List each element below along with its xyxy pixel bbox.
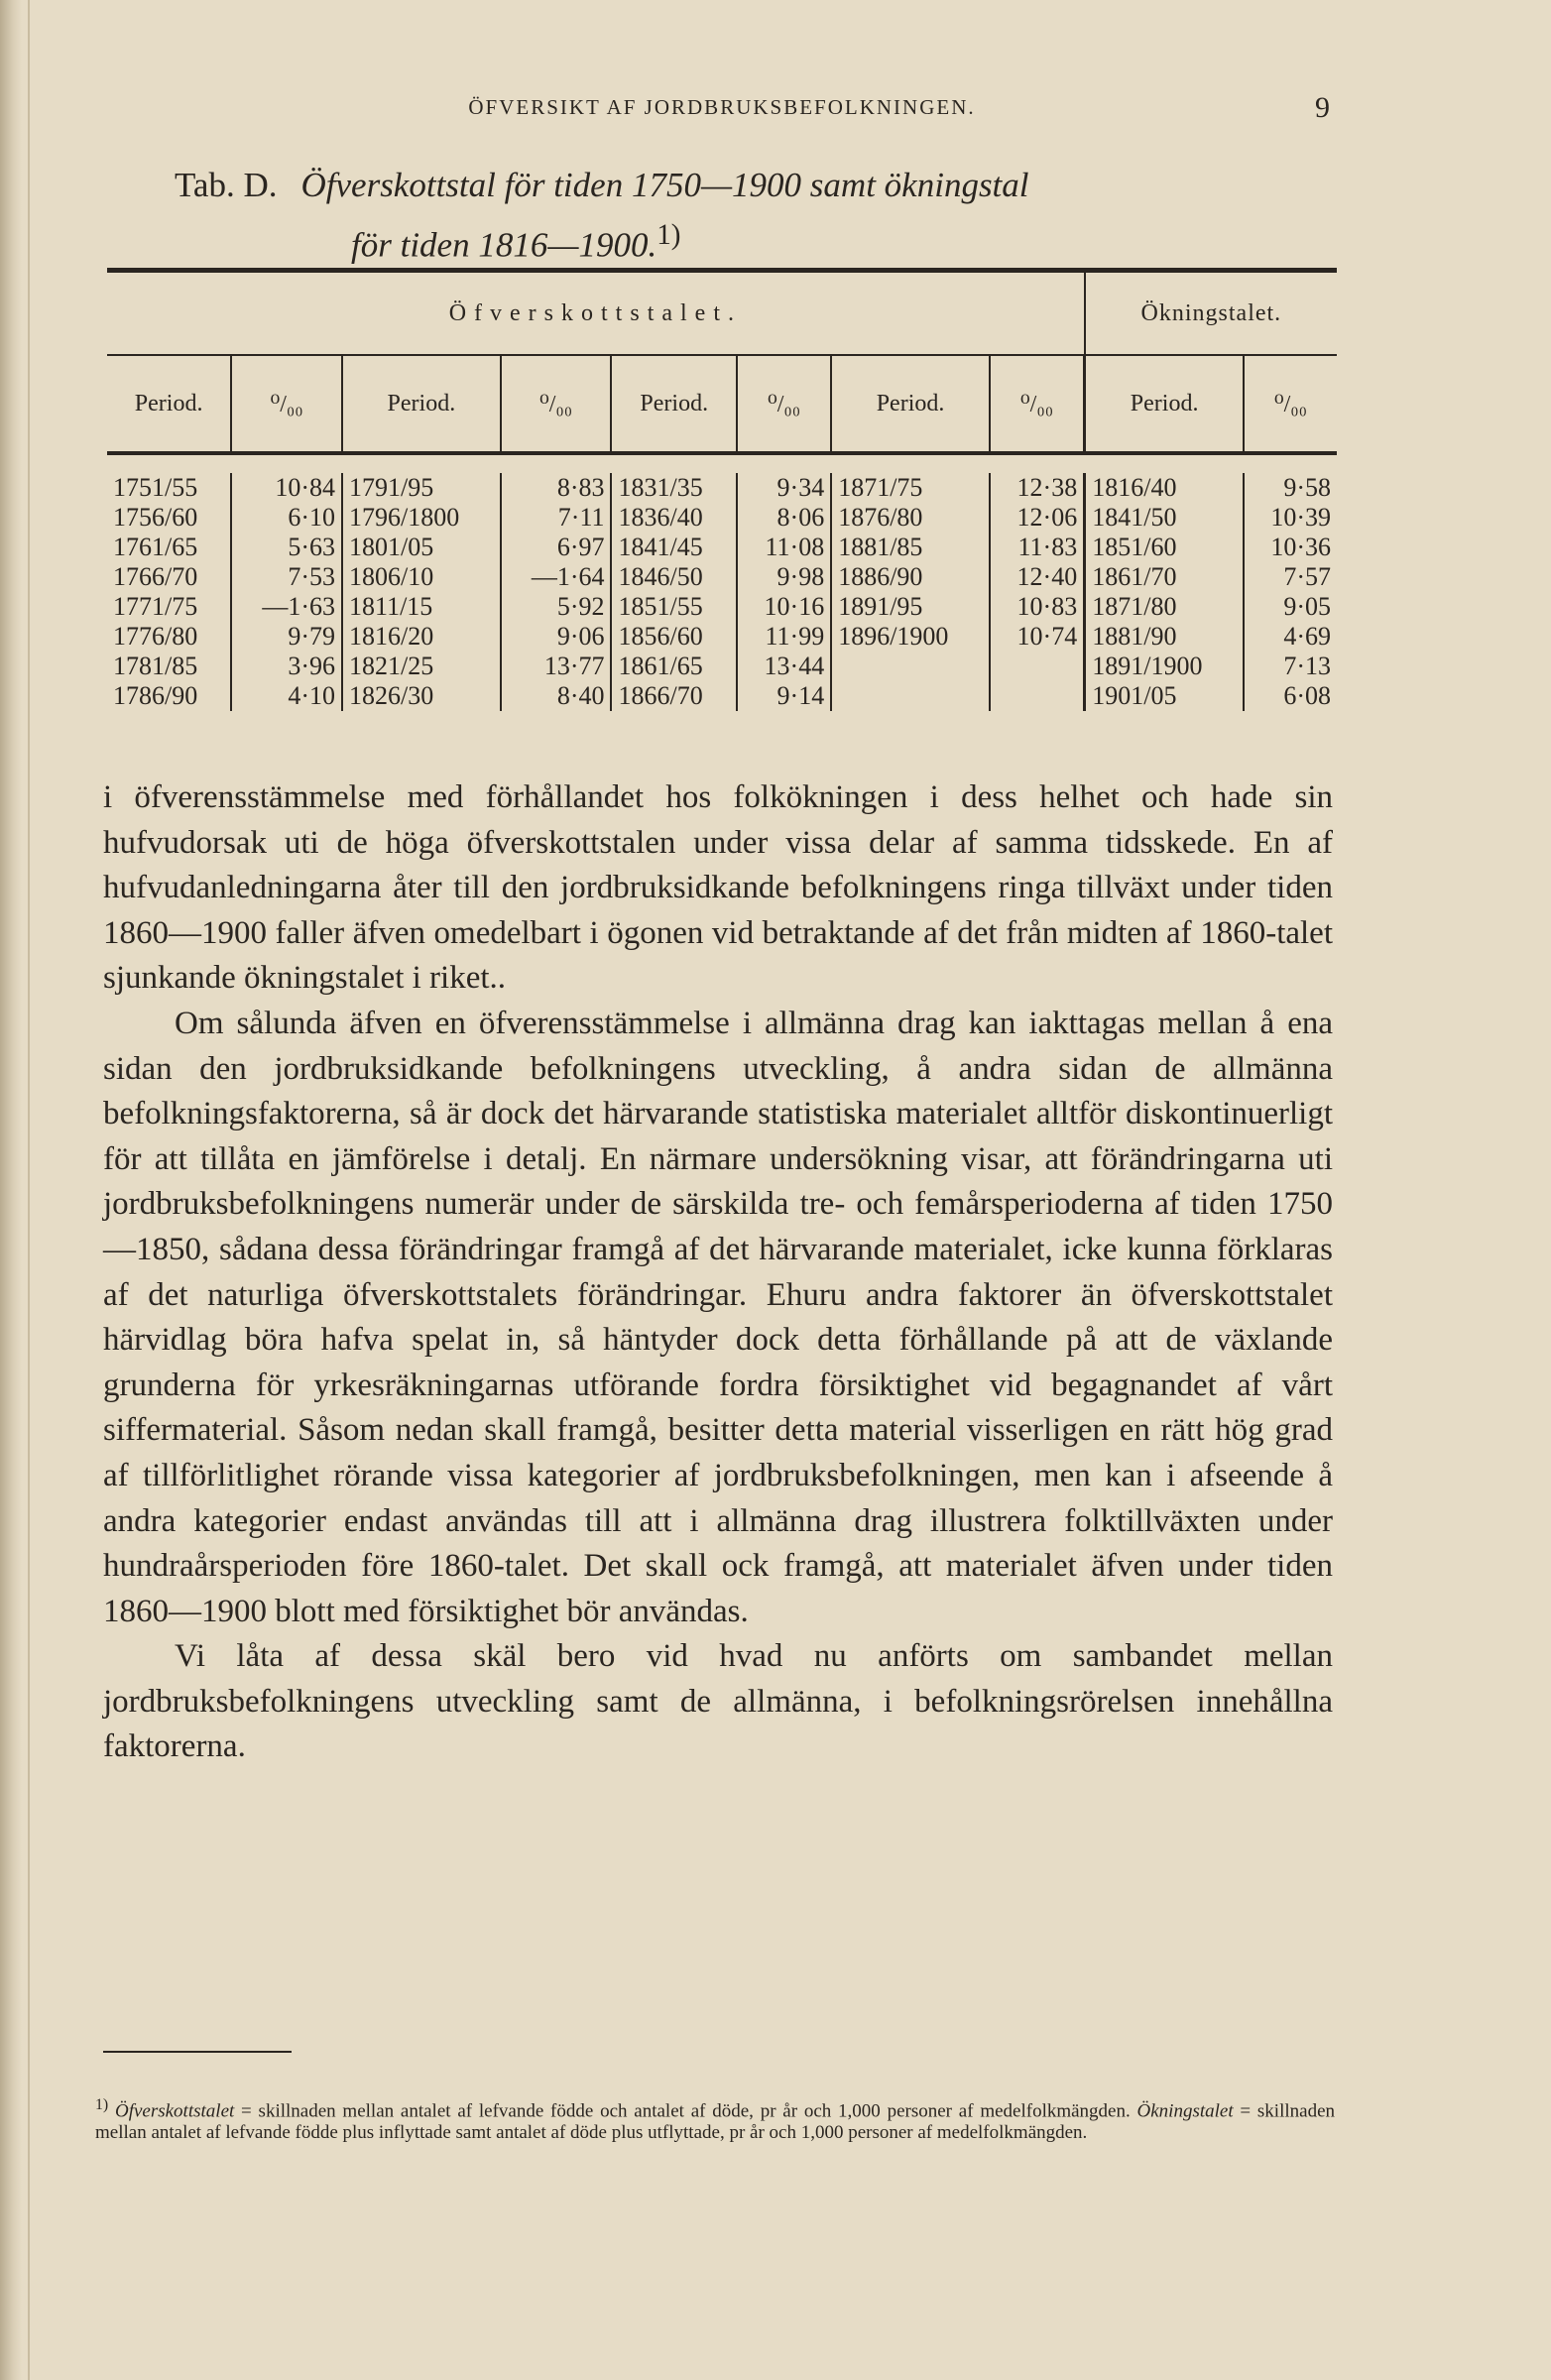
cell-period: 1901/05 <box>1085 681 1244 711</box>
cell-value: 10·84 <box>231 473 342 503</box>
cell-value: 13·77 <box>501 652 612 681</box>
cell-value: 10·16 <box>737 592 831 622</box>
cell-value: 7·57 <box>1244 562 1337 592</box>
cell-period: 1856/60 <box>611 622 737 652</box>
cell-value: 6·97 <box>501 533 612 562</box>
cell-period: 1871/75 <box>831 473 990 503</box>
cell-value: 11·83 <box>990 533 1085 562</box>
cell-period: 1786/90 <box>113 681 198 710</box>
col-header-permille: ⁰/₀₀ <box>501 355 612 453</box>
footnote-mark: 1) <box>95 2096 109 2113</box>
table-row <box>107 562 1337 592</box>
footnote-term-2: Ökningstalet <box>1136 2100 1234 2122</box>
cell-period: 1861/70 <box>1085 562 1244 592</box>
cell-period: 1751/55 <box>113 473 198 502</box>
data-table <box>107 268 1337 711</box>
cell-value: —1·63 <box>231 592 342 622</box>
cell-period: 1851/60 <box>1085 533 1244 562</box>
cell-period: 1841/45 <box>611 533 737 562</box>
cell-period: 1791/95 <box>342 473 501 503</box>
cell-value: 5·92 <box>501 592 612 622</box>
footnote-rule <box>103 2051 292 2053</box>
cell-period: 1771/75 <box>113 592 198 621</box>
cell-period: 1866/70 <box>611 681 737 711</box>
table-row <box>107 473 1337 503</box>
table-row <box>107 681 1337 711</box>
cell-value: 8·83 <box>501 473 612 503</box>
cell-period: 1896/1900 <box>831 622 990 652</box>
caption-line-1 <box>175 161 1335 210</box>
cell-value: 11·99 <box>737 622 831 652</box>
cell-period: 1836/40 <box>611 503 737 533</box>
cell-value: —1·64 <box>501 562 612 592</box>
col-header-period: Period. <box>107 355 231 453</box>
cell-period: 1841/50 <box>1085 503 1244 533</box>
table-row <box>107 592 1337 622</box>
table-row <box>107 533 1337 562</box>
cell-period: 1826/30 <box>342 681 501 711</box>
page-edge-line <box>28 0 30 2380</box>
cell-period: 1881/90 <box>1085 622 1244 652</box>
cell-value: 3·96 <box>231 652 342 681</box>
table-row <box>107 503 1337 533</box>
cell-value: 6·10 <box>231 503 342 533</box>
cell-value: 4·69 <box>1244 622 1337 652</box>
cell-value: 7·13 <box>1244 652 1337 681</box>
cell-value: 10·36 <box>1244 533 1337 562</box>
cell-value: 13·44 <box>737 652 831 681</box>
table-body <box>107 453 1337 711</box>
caption-line-2 <box>175 210 1335 271</box>
page-edge <box>0 0 22 2380</box>
cell-period: 1831/35 <box>611 473 737 503</box>
cell-value: 9·98 <box>737 562 831 592</box>
cell-value: 8·06 <box>737 503 831 533</box>
cell-value <box>990 652 1085 681</box>
cell-period: 1891/1900 <box>1085 652 1244 681</box>
table-spacer <box>107 453 1337 473</box>
cell-value: 7·53 <box>231 562 342 592</box>
cell-period: 1776/80 <box>113 622 198 651</box>
cell-period: 1876/80 <box>831 503 990 533</box>
body-text <box>103 775 1333 1770</box>
cell-value: 10·74 <box>990 622 1085 652</box>
page-number: 9 <box>1315 91 1330 124</box>
cell-value: 10·83 <box>990 592 1085 622</box>
cell-period: 1851/55 <box>611 592 737 622</box>
footnote <box>95 2094 1335 2144</box>
cell-period: 1796/1800 <box>342 503 501 533</box>
caption-text-2: för tiden 1816—1900. <box>351 225 657 265</box>
cell-period: 1886/90 <box>831 562 990 592</box>
cell-period: 1811/15 <box>342 592 501 622</box>
cell-value: 9·05 <box>1244 592 1337 622</box>
caption-text-1: Öfverskottstal för tiden 1750—1900 samt ökningstal <box>300 166 1029 204</box>
cell-period: 1871/80 <box>1085 592 1244 622</box>
cell-period: 1806/10 <box>342 562 501 592</box>
col-header-permille: ⁰/₀₀ <box>990 355 1085 453</box>
cell-period <box>831 652 990 681</box>
caption-footnote-mark: 1) <box>656 219 681 251</box>
table-caption <box>175 161 1335 271</box>
cell-value: 6·08 <box>1244 681 1337 711</box>
cell-value: 7·11 <box>501 503 612 533</box>
cell-value <box>990 681 1085 711</box>
cell-value: 9·34 <box>737 473 831 503</box>
cell-period: 1821/25 <box>342 652 501 681</box>
group-header-excess: Öfverskottstalet. <box>107 271 1085 356</box>
table-row <box>107 622 1337 652</box>
col-header-period: Period. <box>1085 355 1244 453</box>
cell-value: 4·10 <box>231 681 342 711</box>
table-group-header <box>107 271 1337 356</box>
cell-value: 9·79 <box>231 622 342 652</box>
cell-value: 9·58 <box>1244 473 1337 503</box>
cell-period: 1846/50 <box>611 562 737 592</box>
footnote-def-2: = skillnaden mellan antalet af lefvande födde plus inflyttade samt antalet af döde plus utflyttade, pr år och 1,000 personer af medelfolkmängden. <box>95 2100 1336 2144</box>
cell-period: 1816/20 <box>342 622 501 652</box>
paragraph-3: Vi låta af dessa skäl bero vid hvad nu anförts om sambandet mellan jordbruksbefolkningens utveckling samt de allmänna, i befolkningsrörelsen innehållna faktorerna. <box>103 1638 1333 1765</box>
group-header-growth: Ökningstalet. <box>1085 271 1337 356</box>
paragraph-2: Om sålunda äfven en öfverensstämmelse i allmänna drag kan iakttagas mellan å ena sidan den jordbruksidkande befolkningens utveckling, å andra sidan de allmänna befolkningsfaktorerna, så är dock det härvarande statistiska materialet alltför diskontinuerligt för att tillåta en jämförelse i detalj. En närmare undersökning visar, att förändringarna uti jordbruksbefolkningens numerär under de särskilda tre- och femårsperioderna af tiden 1750—1850, sådana dessa förändringar framgå af det härvarande materialet, icke kunna förklaras af det naturliga öfverskottstalets förändringar. Ehuru andra faktorer än öfverskottstalet härvidlag böra hafva spelat in, så häntyder dock detta förhållande på att de växlande grunderna för yrkesräkningarnas utförande fordra försiktighet vid begagnandet af vårt siffermaterial. Såsom nedan skall framgå, besitter detta material visserligen en rätt hög grad af tillförlitlighet rörande vissa kategorier af jordbruksbefolkningen, men kan i afseende å andra kategorier endast användas till att i allmänna drag illustrera folktillväxten under hundraårsperioden före 1860-talet. Det skall ock framgå, att materialet äfven under tiden 1860—1900 blott med försiktighet bör användas. <box>103 1005 1333 1629</box>
col-header-permille: ⁰/₀₀ <box>1244 355 1337 453</box>
col-header-period: Period. <box>342 355 501 453</box>
cell-period: 1816/40 <box>1085 473 1244 503</box>
cell-value: 9·14 <box>737 681 831 711</box>
cell-value: 10·39 <box>1244 503 1337 533</box>
cell-value: 8·40 <box>501 681 612 711</box>
col-header-permille: ⁰/₀₀ <box>231 355 342 453</box>
cell-period: 1881/85 <box>831 533 990 562</box>
col-header-permille: ⁰/₀₀ <box>737 355 831 453</box>
cell-period: 1781/85 <box>113 652 198 680</box>
table-row <box>107 652 1337 681</box>
col-header-period: Period. <box>611 355 737 453</box>
cell-value: 5·63 <box>231 533 342 562</box>
cell-period: 1891/95 <box>831 592 990 622</box>
cell-period: 1756/60 <box>113 503 198 532</box>
cell-value: 11·08 <box>737 533 831 562</box>
cell-period: 1861/65 <box>611 652 737 681</box>
cell-value: 9·06 <box>501 622 612 652</box>
cell-value: 12·38 <box>990 473 1085 503</box>
cell-period <box>831 681 990 711</box>
cell-value: 12·40 <box>990 562 1085 592</box>
cell-period: 1761/65 <box>113 533 198 561</box>
col-header-period: Period. <box>831 355 990 453</box>
table-column-header <box>107 355 1337 453</box>
cell-value: 12·06 <box>990 503 1085 533</box>
table-label: Tab. D. <box>175 166 278 204</box>
footnote-def-1: = skillnaden mellan antalet af lefvande födde och antalet af döde, pr år och 1,000 personer af medelfolkmängden. <box>234 2100 1137 2122</box>
footnote-term-1: Öfverskottstalet <box>114 2100 235 2122</box>
running-head: ÖFVERSIKT AF JORDBRUKSBEFOLKNINGEN. <box>468 95 976 119</box>
cell-period: 1766/70 <box>113 562 198 591</box>
paragraph-1: i öfverensstämmelse med förhållandet hos folkökningen i dess helhet och hade sin hufvudorsak uti de höga öfverskottstalen under vissa delar af samma tidsskede. En af hufvudanledningarna åter till den jordbruksidkande befolkningens ringa tillväxt under tiden 1860—1900 faller äfven omedelbart i ögonen vid betraktande af det från midten af 1860-talet sjunkande ökningstalet i riket.. <box>103 779 1333 997</box>
cell-period: 1801/05 <box>342 533 501 562</box>
